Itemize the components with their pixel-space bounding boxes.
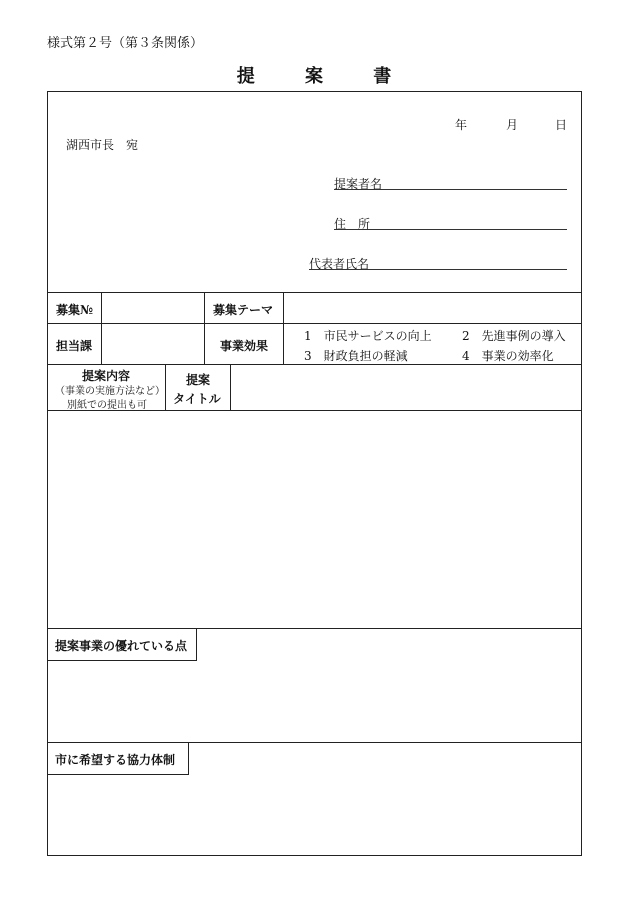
content-note-method: （事業の実施方法など） xyxy=(55,386,165,397)
representative-label: 代表者氏名 xyxy=(309,257,370,271)
form-number-label: 様式第２号（第３条関係） xyxy=(47,36,204,51)
recruit-theme-label: 募集テーマ xyxy=(213,303,274,317)
recruit-theme-field[interactable] xyxy=(284,293,581,322)
effect-option-1[interactable]: 1 市民サービスの向上 xyxy=(304,329,432,343)
strengths-area[interactable] xyxy=(48,662,581,741)
proposer-address-label: 住 所 xyxy=(334,217,371,231)
content-label: 提案内容 xyxy=(82,369,131,383)
cooperation-label: 市に希望する協力体制 xyxy=(55,753,176,767)
date-day-label: 日 xyxy=(555,118,568,132)
effect-option-2[interactable]: 2 先進事例の導入 xyxy=(462,329,566,343)
date-year-label: 年 xyxy=(455,118,468,132)
proposal-title-label-2: タイトル xyxy=(173,392,221,406)
effect-label: 事業効果 xyxy=(220,339,269,353)
addressee: 湖西市長 宛 xyxy=(66,138,139,152)
title-char: 書 xyxy=(373,66,394,87)
divider xyxy=(204,292,205,364)
divider xyxy=(165,364,166,410)
proposal-title-field[interactable] xyxy=(231,365,581,409)
proposal-content-area[interactable] xyxy=(48,411,581,627)
document-title xyxy=(0,62,630,88)
effect-option-3[interactable]: 3 財政負担の軽減 xyxy=(304,349,408,363)
effect-option-4[interactable]: 4 事業の効率化 xyxy=(462,349,554,363)
proposer-address-field[interactable] xyxy=(334,229,567,230)
recruit-no-field[interactable] xyxy=(102,293,203,322)
recruit-no-label: 募集№ xyxy=(56,303,94,317)
title-char: 提 xyxy=(236,66,257,87)
proposer-name-field[interactable] xyxy=(334,189,567,190)
department-label: 担当課 xyxy=(56,339,93,353)
proposer-name-label: 提案者名 xyxy=(334,177,383,191)
strengths-label: 提案事業の優れている点 xyxy=(55,639,188,653)
cooperation-area[interactable] xyxy=(48,776,581,855)
department-field[interactable] xyxy=(102,324,203,363)
content-note-separate: 別紙での提出も可 xyxy=(67,400,147,411)
proposal-title-label-1: 提案 xyxy=(186,373,211,387)
title-char: 案 xyxy=(305,66,325,87)
representative-field[interactable] xyxy=(309,269,567,270)
date-month-label: 月 xyxy=(506,118,519,132)
